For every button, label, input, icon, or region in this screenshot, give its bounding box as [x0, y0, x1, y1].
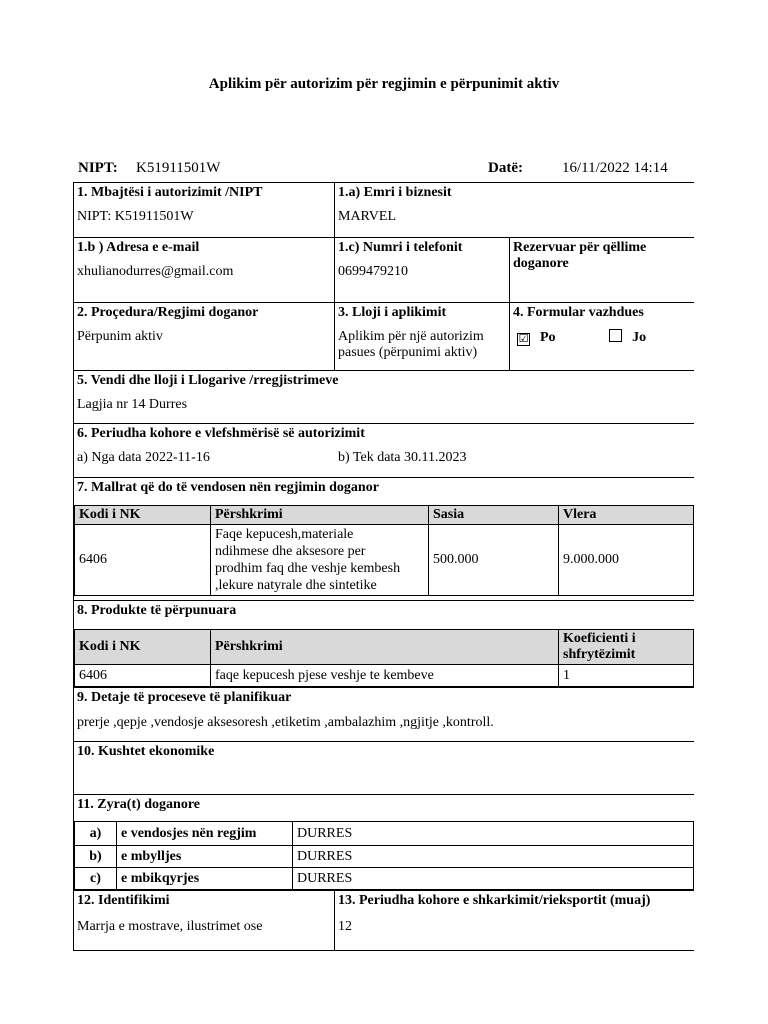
office-letter: a)	[75, 822, 117, 846]
row-economic	[74, 742, 695, 795]
office-value: DURRES	[293, 846, 694, 868]
office-letter: c)	[75, 868, 117, 890]
row-offices	[74, 795, 695, 891]
products-col-desc: Përshkrimi	[211, 630, 559, 665]
email-label: 1.b ) Adresa e e-mail	[77, 240, 200, 255]
application-form	[73, 182, 694, 962]
row-validity	[74, 424, 695, 478]
period-value: 12	[338, 919, 352, 934]
period-cell	[335, 891, 695, 951]
offices-cell	[74, 795, 695, 891]
continuation-cell	[510, 303, 695, 371]
row-contact	[74, 238, 695, 303]
table-row	[75, 822, 694, 846]
goods-col-code: Kodi i NK	[75, 506, 211, 525]
goods-label: 7. Mallrat që do të vendosen nën regjimin doganor	[77, 480, 379, 495]
reserved-label: Rezervuar për qëllime doganore	[513, 240, 647, 271]
offices-label: 11. Zyra(t) doganore	[77, 797, 201, 812]
holder-value: NIPT: K51911501W	[77, 209, 194, 224]
goods-desc-line: prodhim faq dhe veshje kembesh	[215, 561, 401, 576]
no-label: Jo	[632, 330, 647, 345]
row-products	[74, 601, 695, 688]
products-col-coef	[559, 630, 694, 665]
products-coefficient: 1	[559, 665, 694, 687]
office-name: e vendosjes nën regjim	[117, 822, 293, 846]
reserved-cell	[510, 238, 695, 303]
validity-from: a) Nga data 2022-11-16	[77, 450, 210, 465]
goods-value: 9.000.000	[559, 525, 694, 596]
products-label: 8. Produkte të përpunuara	[77, 603, 237, 618]
row-location	[74, 371, 695, 424]
products-col-code: Kodi i NK	[75, 630, 211, 665]
yes-checkbox[interactable]: ☑	[518, 332, 529, 345]
goods-desc-line: ndihmese dhe aksesore per	[215, 544, 366, 559]
products-col-coef-line: Koeficienti i	[563, 631, 636, 646]
email-cell	[74, 238, 335, 303]
no-checkbox[interactable]	[609, 329, 622, 342]
period-label: 13. Periudha kohore e shkarkimit/rieksportit (muaj)	[338, 893, 651, 908]
identification-label: 12. Identifikimi	[77, 893, 170, 908]
holder-label: 1. Mbajtësi i autorizimit /NIPT	[77, 185, 263, 200]
products-description: faqe kepucesh pjese veshje te kembeve	[211, 665, 559, 687]
date-value: 16/11/2022 14:14	[562, 160, 668, 176]
table-row	[75, 868, 694, 890]
validity-to: b) Tek data 30.11.2023	[338, 450, 467, 465]
phone-value: 0699479210	[338, 264, 408, 279]
nipt-label: NIPT:	[78, 160, 118, 176]
table-row	[75, 525, 694, 596]
products-col-coef-line: shfrytëzimit	[563, 647, 636, 662]
date-label: Datë:	[488, 160, 523, 176]
application-type-label: 3. Lloji i aplikimit	[338, 305, 447, 320]
table-row	[75, 665, 694, 687]
office-value: DURRES	[293, 868, 694, 890]
procedure-label: 2. Proçedura/Regjimi doganor	[77, 305, 259, 320]
products-cell	[74, 601, 695, 688]
phone-label: 1.c) Numri i telefonit	[338, 240, 463, 255]
economic-label: 10. Kushtet ekonomike	[77, 744, 215, 759]
business-name-label: 1.a) Emri i biznesit	[338, 185, 452, 200]
validity-cell	[74, 424, 695, 478]
goods-desc-line: Faqe kepucesh,materiale	[215, 527, 354, 542]
products-table	[74, 629, 694, 687]
application-type-value: Aplikim për një autorizim pasues (përpunimi aktiv)	[338, 329, 484, 360]
row-holder	[74, 183, 695, 238]
yes-label: Po	[540, 330, 556, 345]
nipt-value: K51911501W	[136, 160, 221, 176]
goods-quantity: 500.000	[429, 525, 559, 596]
procedure-value: Përpunim aktiv	[77, 329, 163, 344]
processes-cell	[74, 688, 695, 742]
continuation-label: 4. Formular vazhdues	[513, 305, 644, 320]
goods-code: 6406	[75, 525, 211, 596]
economic-cell	[74, 742, 695, 795]
goods-cell	[74, 478, 695, 601]
processes-label: 9. Detaje të proceseve të planifikuar	[77, 690, 292, 705]
office-name: e mbylljes	[117, 846, 293, 868]
business-name-value: MARVEL	[338, 209, 396, 224]
products-code: 6406	[75, 665, 211, 687]
procedure-cell	[74, 303, 335, 371]
holder-cell	[74, 183, 335, 238]
row-identification	[74, 891, 695, 951]
form-table	[73, 182, 694, 951]
office-value: DURRES	[293, 822, 694, 846]
office-letter: b)	[75, 846, 117, 868]
row-goods	[74, 478, 695, 601]
location-value: Lagjia nr 14 Durres	[77, 397, 188, 412]
application-type-cell	[335, 303, 510, 371]
goods-description	[211, 525, 429, 596]
validity-label: 6. Periudha kohore e vlefshmërisë së autorizimit	[77, 426, 365, 441]
processes-value: prerje ,qepje ,vendosje aksesoresh ,etiketim ,ambalazhim ,ngjitje ,kontroll.	[77, 715, 494, 730]
identification-cell	[74, 891, 335, 951]
identification-value: Marrja e mostrave, ilustrimet ose	[77, 919, 263, 934]
phone-cell	[335, 238, 510, 303]
document-title: Aplikim për autorizim për regjimin e përpunimit aktiv	[208, 76, 560, 92]
business-name-cell	[335, 183, 695, 238]
goods-col-desc: Përshkrimi	[211, 506, 429, 525]
location-label: 5. Vendi dhe lloji i Llogarive /rregjistrimeve	[77, 373, 339, 388]
table-row	[75, 846, 694, 868]
row-processes	[74, 688, 695, 742]
goods-col-value: Vlera	[559, 506, 694, 525]
office-name: e mbikqyrjes	[117, 868, 293, 890]
location-cell	[74, 371, 695, 424]
goods-col-qty: Sasia	[429, 506, 559, 525]
row-procedure	[74, 303, 695, 371]
goods-desc-line: ,lekure natyrale dhe sintetike	[215, 578, 377, 593]
goods-table	[74, 505, 694, 596]
offices-table	[74, 821, 694, 890]
email-value: xhulianodurres@gmail.com	[77, 264, 234, 279]
